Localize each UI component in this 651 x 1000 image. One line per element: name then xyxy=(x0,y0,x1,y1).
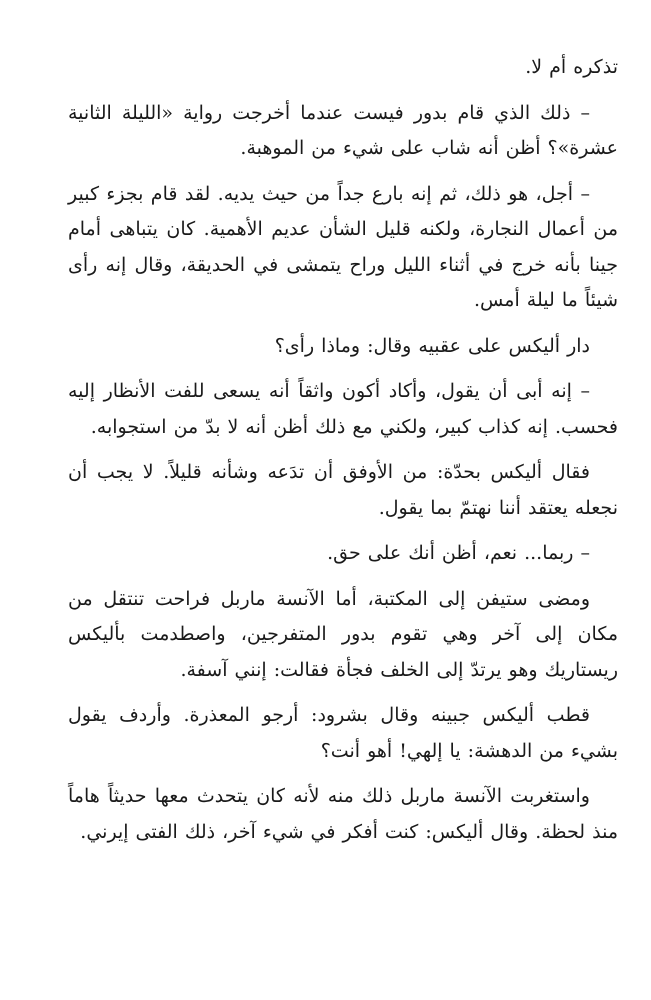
paragraph: – ذلك الذي قام بدور فيست عندما أخرجت رواية «الليلة الثانية عشرة»؟ أظن أنه شاب على شيء من الموهبة. xyxy=(68,101,618,159)
paragraph: فقال أليكس بحدّة: من الأوفق أن تدَعه وشأنه قليلاً. لا يجب أن نجعله يعتقد أننا نهتمّ بما يقول. xyxy=(68,461,618,519)
paragraph: – ربما... نعم، أظن أنك على حق. xyxy=(327,542,590,564)
paragraph: دار أليكس على عقبيه وقال: وماذا رأى؟ xyxy=(274,334,590,357)
paragraph: ومضى ستيفن إلى المكتبة، أما الآنسة ماربل فراحت تنتقل من مكان إلى آخر وهي تقوم بدور المتفرجين، واصطدمت بأليكس ريستاريك وهو يرتدّ إلى الخلف فجأة فقالت: إنني آسفة. xyxy=(68,587,618,681)
paragraph: قطب أليكس جبينه وقال بشرود: أرجو المعذرة. وأردف يقول بشيء من الدهشة: يا إلهي! أهو أنت؟ xyxy=(68,704,618,762)
paragraph: تذكره أم لا. xyxy=(525,56,618,78)
paragraph: واستغربت الآنسة ماربل ذلك منه لأنه كان يتحدث معها حديثاً هاماً منذ لحظة. وقال أليكس: كنت أفكر في شيء آخر، ذلك الفتى إيرني. xyxy=(68,785,618,843)
paragraph: – إنه أبى أن يقول، وأكاد أكون واثقاً أنه يسعى للفت الأنظار إليه فحسب. إنه كذاب كبير، ولكني مع ذلك أظن أنه لا بدّ من استجوابه. xyxy=(68,380,618,438)
paragraph: – أجل، هو ذلك، ثم إنه بارع جداً من حيث يديه. لقد قام بجزء كبير من أعمال النجارة، ولكنه قليل الشأن عديم الأهمية. كان يتباهى أمام جينا بأنه خرج في أثناء الليل وراح يتمشى في الحديقة، وقال إنه رأى شيئاً ما ليلة أمس. xyxy=(68,182,618,311)
book-page xyxy=(68,50,618,980)
